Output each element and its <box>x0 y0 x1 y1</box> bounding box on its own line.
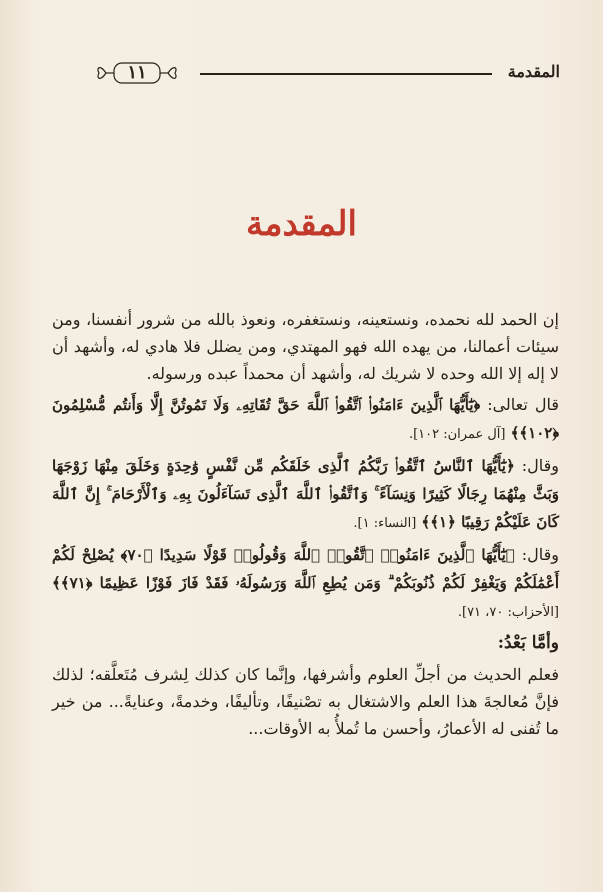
subheading: وأمَّا بَعْدُ: <box>497 633 559 653</box>
verse-intro: قال تعالى: <box>487 395 559 414</box>
page-header <box>60 56 560 90</box>
verse-block <box>52 452 559 537</box>
verse-block <box>52 391 559 448</box>
quran-verse: ﴿يَٰٓأَيُّهَا ٱلَّذِينَ ءَامَنُوا۟ ٱتَّقُوا۟ ٱللَّهَ وَقُولُوا۟ قَوْلًا سَدِيدًا ﴿٧٠﴾ يُصْلِحْ لَكُمْ أَعْمَٰلَكُمْ وَيَغْفِرْ لَكُمْ ذُنُوبَكُمْ ۗ وَمَن يُطِعِ ٱللَّهَ وَرَسُولَهُۥ فَقَدْ فَازَ فَوْزًا عَظِيمًا ﴿٧١﴾﴾ <box>52 546 559 592</box>
opening-paragraph: إن الحمد لله نحمده، ونستعينه، ونستغفره، ونعوذ بالله من شرور أنفسنا، ومن سيئات أعمالنا، من يهده الله فهو المهتدي، ومن يضلل فلا هادي له، وأشهد أن لا إله إلا الله وحده لا شريك له، وأشهد أن محمداً عبده ورسوله. <box>52 310 559 383</box>
verse-reference: [الأحزاب: ٧٠، ٧١]. <box>457 605 559 620</box>
chapter-title: المقدمة <box>246 204 357 244</box>
quran-verse: ﴿يَٰٓأَيُّهَا ٱلَّذِينَ ءَامَنُوا۟ ٱتَّقُوا۟ ٱللَّهَ حَقَّ تُقَاتِهِۦ وَلَا تَمُوتُنَّ إِلَّا وَأَنتُم مُّسْلِمُونَ ﴿١٠٢﴾﴾ <box>52 396 559 442</box>
verse-block <box>52 541 559 626</box>
page-number-ornament <box>96 60 178 86</box>
body-text <box>52 306 559 746</box>
closing-paragraph: فعلم الحديث من أجلِّ العلوم وأشرفها، وإنَّما كان كذلك لِشرف مُتَعلَّقه؛ لذلك فإنَّ مُعالجةَ هذا العلم والاشتغال به تصْنيفًا، وتأليفًا، وخدمةً، وعنايةً... من خير ما تُفنى له الأعمارُ، وأحسن ما تُملأُ به الأوقات... <box>52 665 559 738</box>
header-rule <box>200 73 492 75</box>
running-title: المقدمة <box>507 62 560 81</box>
quran-verse: ﴿يَٰٓأَيُّهَا ٱلنَّاسُ ٱتَّقُوا۟ رَبَّكُمُ ٱلَّذِى خَلَقَكُم مِّن نَّفْسٍ وَٰحِدَةٍ وَخَلَقَ مِنْهَا زَوْجَهَا وَبَثَّ مِنْهُمَا رِجَالًا كَثِيرًا وَنِسَآءً ۚ وَٱتَّقُوا۟ ٱللَّهَ ٱلَّذِى تَسَآءَلُونَ بِهِۦ وَٱلْأَرْحَامَ ۚ إِنَّ ٱللَّهَ كَانَ عَلَيْكُمْ رَقِيبًا ﴿١﴾﴾ <box>52 457 559 531</box>
verse-reference: [النساء: ١]. <box>353 516 417 531</box>
verse-intro: وقال: <box>521 545 559 564</box>
verse-reference: [آل عمران: ١٠٢]. <box>408 427 506 442</box>
page-number: ١١ <box>127 62 147 83</box>
verse-intro: وقال: <box>521 456 559 475</box>
